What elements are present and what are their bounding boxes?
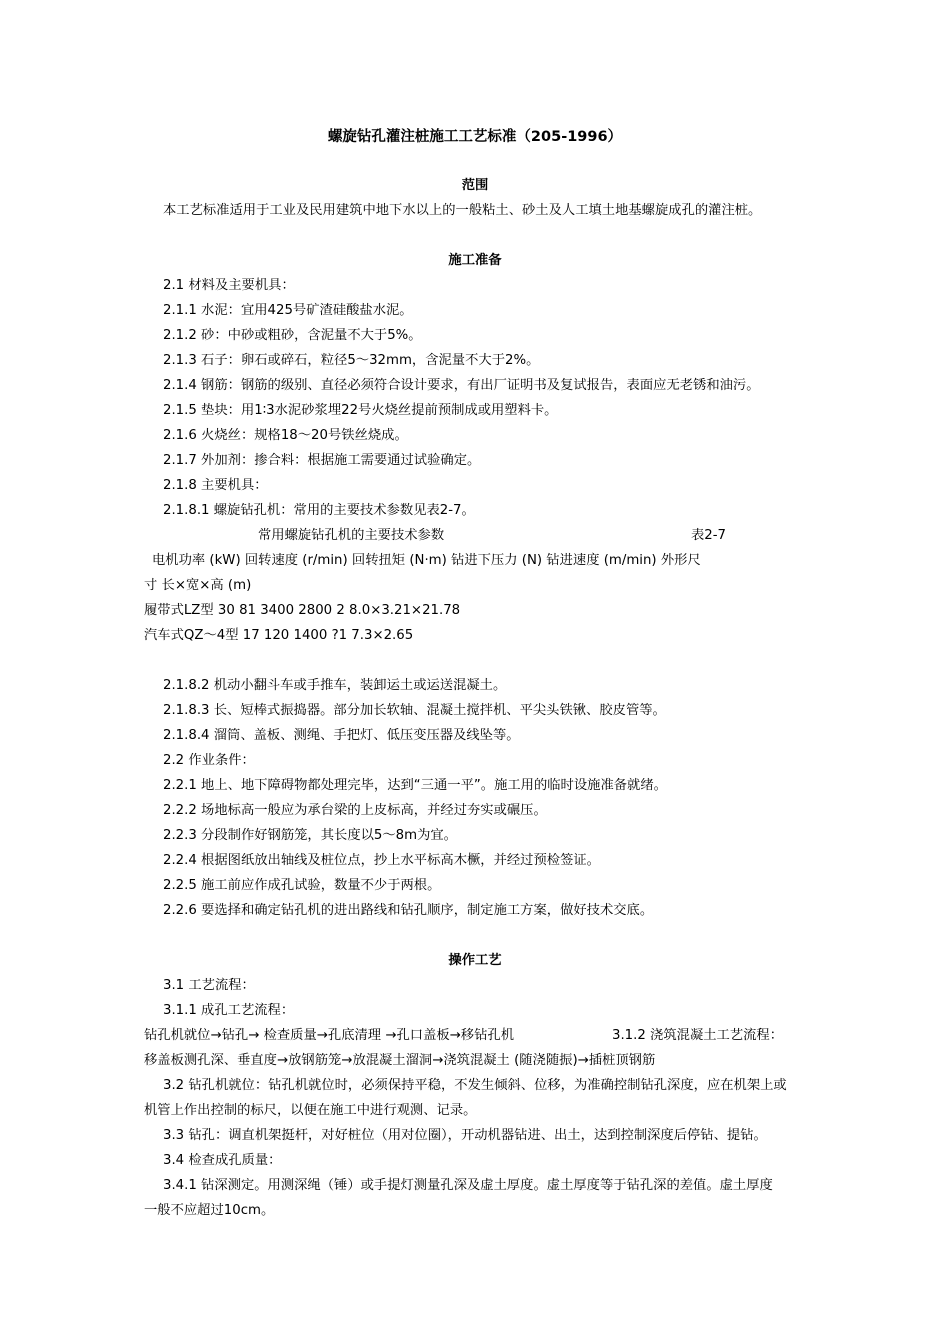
heading-prep: 施工准备	[448, 253, 502, 268]
item-2-1-6: 2.1.6 火烧丝：规格18～20号铁丝烧成。	[163, 428, 408, 443]
item-2-2-3: 2.2.3 分段制作好钢筋笼，其长度以5～8m为宜。	[163, 828, 457, 843]
item-3-1-2: 3.1.2 浇筑混凝土工艺流程：	[612, 1028, 784, 1043]
document-title: 螺旋钻孔灌注桩施工工艺标准（205-1996）	[327, 129, 623, 145]
table-caption: 常用螺旋钻孔机的主要技术参数	[258, 528, 445, 543]
item-3-2-line-1: 3.2 钻孔机就位：钻孔机就位时，必须保持平稳，不发生倾斜、位移，为准确控制钻孔深度，应在机架上或	[163, 1078, 787, 1093]
table-number: 表2-7	[691, 528, 727, 543]
item-2-2-6: 2.2.6 要选择和确定钻孔机的进出路线和钻孔顺序，制定施工方案，做好技术交底。	[163, 903, 654, 918]
scope-text: 本工艺标准适用于工业及民用建筑中地下水以上的一般粘土、砂土及人工填土地基螺旋成孔的灌注桩。	[163, 203, 762, 218]
table-header-line-1: 电机功率 (kW) 回转速度 (r/min) 回转扭矩 (N·m) 钻进下压力 (N) 钻进速度 (m/min) 外形尺	[152, 553, 701, 568]
item-2-1-2: 2.1.2 砂：中砂或粗砂，含泥量不大于5%。	[163, 328, 422, 343]
table-header-line-2: 寸 长×宽×高 (m)	[144, 578, 252, 593]
table-row-1: 履带式LZ型 30 81 3400 2800 2 8.0×3.21×21.78	[144, 603, 461, 618]
item-2-2-5: 2.2.5 施工前应作成孔试验，数量不少于两根。	[163, 878, 441, 893]
item-3-2-line-2: 机管上作出控制的标尺，以便在施工中进行观测、记录。	[144, 1103, 477, 1118]
item-2-2-4: 2.2.4 根据图纸放出轴线及桩位点，抄上水平标高木橛，并经过预检签证。	[163, 853, 600, 868]
flow-line-1: 钻孔机就位→钻孔→ 检查质量→孔底清理 →孔口盖板→移钻孔机	[144, 1028, 514, 1043]
item-2-1-8-3: 2.1.8.3 长、短棒式振捣器。部分加长软轴、混凝土搅拌机、平尖头铁锹、胶皮管等。	[163, 703, 666, 718]
item-2-1-1: 2.1.1 水泥：宜用425号矿渣硅酸盐水泥。	[163, 303, 413, 318]
item-2-2: 2.2 作业条件：	[163, 753, 255, 768]
item-2-2-2: 2.2.2 场地标高一般应为承台梁的上皮标高，并经过夯实或碾压。	[163, 803, 547, 818]
item-3-4-1-line-2: 一般不应超过10cm。	[144, 1203, 275, 1218]
item-2-1-5: 2.1.5 垫块：用1∶3水泥砂浆埋22号火烧丝提前预制成或用塑料卡。	[163, 403, 558, 418]
item-3-4-1-line-1: 3.4.1 钻深测定。用测深绳（锤）或手提灯测量孔深及虚土厚度。虚土厚度等于钻孔深的差值。虚土厚度	[163, 1178, 773, 1193]
item-2-1-8: 2.1.8 主要机具：	[163, 478, 268, 493]
item-3-3: 3.3 钻孔：调直机架挺杆，对好桩位（用对位圈），开动机器钻进、出土，达到控制深度后停钻、提钻。	[163, 1128, 767, 1143]
item-3-4: 3.4 检查成孔质量：	[163, 1153, 282, 1168]
heading-scope: 范围	[461, 178, 489, 193]
item-3-1: 3.1 工艺流程：	[163, 978, 255, 993]
heading-ops: 操作工艺	[448, 953, 502, 968]
item-2-2-1: 2.2.1 地上、地下障碍物都处理完毕，达到“三通一平”。施工用的临时设施准备就绪。	[163, 778, 667, 793]
item-2-1-7: 2.1.7 外加剂：掺合料：根据施工需要通过试验确定。	[163, 453, 481, 468]
item-3-1-1: 3.1.1 成孔工艺流程：	[163, 1003, 295, 1018]
item-2-1-8-2: 2.1.8.2 机动小翻斗车或手推车，装卸运土或运送混凝土。	[163, 678, 507, 693]
flow-line-2: 移盖板测孔深、垂直度→放钢筋笼→放混凝土溜洞→浇筑混凝土 (随浇随振)→插桩顶钢筋	[144, 1053, 656, 1068]
table-row-2: 汽车式QZ～4型 17 120 1400 ?1 7.3×2.65	[144, 628, 414, 643]
item-2-1: 2.1 材料及主要机具：	[163, 278, 295, 293]
item-2-1-8-1: 2.1.8.1 螺旋钻孔机：常用的主要技术参数见表2-7。	[163, 503, 475, 518]
item-2-1-4: 2.1.4 钢筋：钢筋的级别、直径必须符合设计要求，有出厂证明书及复试报告，表面应无老锈和油污。	[163, 378, 760, 393]
item-2-1-3: 2.1.3 石子：卵石或碎石，粒径5～32mm，含泥量不大于2%。	[163, 353, 540, 368]
item-2-1-8-4: 2.1.8.4 溜筒、盖板、测绳、手把灯、低压变压器及线坠等。	[163, 728, 520, 743]
